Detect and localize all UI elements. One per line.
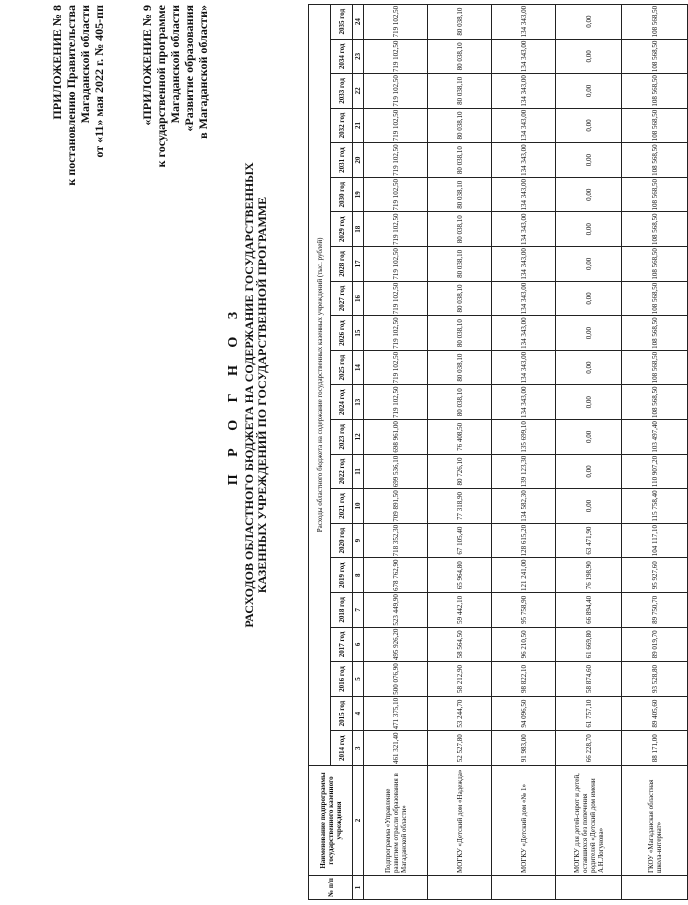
value-cell: 699 536,10 (364, 454, 428, 489)
value-cell: 134 343,00 (492, 39, 556, 74)
year-header: 2029 год (331, 212, 353, 247)
value-cell: 719 102,50 (364, 108, 428, 143)
year-header: 2018 год (331, 593, 353, 628)
value-cell: 91 983,00 (492, 731, 556, 766)
group-header: Расходы областного бюджета на содержание государственных казенных учреждений (тыс. рублей) (309, 4, 331, 765)
value-cell: 95 758,90 (492, 593, 556, 628)
value-cell: 0,00 (556, 212, 622, 247)
value-cell: 89 019,70 (622, 627, 688, 662)
value-cell: 76 198,90 (556, 558, 622, 593)
value-cell: 80 038,10 (428, 247, 492, 282)
value-cell: 110 907,20 (622, 454, 688, 489)
index-cell: 18 (353, 212, 364, 247)
value-cell: 108 568,50 (622, 4, 688, 39)
index-cell: 2 (353, 766, 364, 876)
value-cell: 134 343,00 (492, 177, 556, 212)
value-cell: 0,00 (556, 281, 622, 316)
index-cell: 15 (353, 316, 364, 351)
title-line-2: КАЗЕННЫХ УЧРЕЖДЕНИЙ ПО ГОСУДАРСТВЕННОЙ ПРОГРАММЕ (255, 196, 269, 594)
program-line: «ПРИЛОЖЕНИЕ № 9 (140, 5, 154, 126)
value-cell: 80 038,10 (428, 74, 492, 109)
index-cell: 4 (353, 696, 364, 731)
value-cell: 709 891,50 (364, 489, 428, 524)
index-cell: 16 (353, 281, 364, 316)
value-cell: 66 228,70 (556, 731, 622, 766)
value-cell: 80 038,10 (428, 143, 492, 178)
index-cell: 22 (353, 74, 364, 109)
table-row (364, 4, 428, 899)
value-cell: 80 038,10 (428, 385, 492, 420)
value-cell: 80 038,10 (428, 39, 492, 74)
value-cell: 0,00 (556, 74, 622, 109)
value-cell: 0,00 (556, 177, 622, 212)
value-cell: 67 105,40 (428, 523, 492, 558)
year-header: 2034 год (331, 39, 353, 74)
table-row (428, 4, 492, 899)
row-name-cell: ГКОУ «Магаданская областная школа-интернат» (622, 766, 688, 876)
year-header: 2017 год (331, 627, 353, 662)
value-cell: 134 582,30 (492, 489, 556, 524)
index-cell: 3 (353, 731, 364, 766)
value-cell: 66 894,40 (556, 593, 622, 628)
value-cell: 128 615,20 (492, 523, 556, 558)
table-row (622, 4, 688, 899)
value-cell: 719 102,50 (364, 247, 428, 282)
value-cell: 108 568,50 (622, 212, 688, 247)
value-cell: 108 568,50 (622, 316, 688, 351)
value-cell: 52 527,80 (428, 731, 492, 766)
index-cell: 14 (353, 350, 364, 385)
value-cell: 108 568,50 (622, 385, 688, 420)
value-cell: 719 102,50 (364, 4, 428, 39)
year-header: 2020 год (331, 523, 353, 558)
value-cell: 0,00 (556, 350, 622, 385)
program-reference-block (140, 5, 210, 395)
appendix-line: Магаданской области (78, 5, 92, 124)
years-row (331, 4, 353, 899)
value-cell: 523 449,90 (364, 593, 428, 628)
year-header: 2016 год (331, 662, 353, 697)
appendix-block (50, 5, 106, 395)
value-cell: 719 102,50 (364, 74, 428, 109)
row-number-cell (364, 876, 428, 900)
index-cell: 19 (353, 177, 364, 212)
value-cell: 95 927,60 (622, 558, 688, 593)
value-cell: 718 352,30 (364, 523, 428, 558)
value-cell: 719 102,50 (364, 385, 428, 420)
year-header: 2014 год (331, 731, 353, 766)
value-cell: 103 497,40 (622, 420, 688, 455)
value-cell: 719 102,50 (364, 177, 428, 212)
value-cell: 89 405,60 (622, 696, 688, 731)
value-cell: 471 375,10 (364, 696, 428, 731)
value-cell: 80 038,10 (428, 212, 492, 247)
value-cell: 0,00 (556, 489, 622, 524)
value-cell: 61 669,80 (556, 627, 622, 662)
year-header: 2023 год (331, 420, 353, 455)
value-cell: 77 318,90 (428, 489, 492, 524)
index-cell: 8 (353, 558, 364, 593)
value-cell: 0,00 (556, 39, 622, 74)
value-cell: 139 123,30 (492, 454, 556, 489)
year-header: 2031 год (331, 143, 353, 178)
value-cell: 108 568,50 (622, 39, 688, 74)
value-cell: 719 102,50 (364, 316, 428, 351)
value-cell: 104 117,10 (622, 523, 688, 558)
index-cell: 17 (353, 247, 364, 282)
value-cell: 63 471,90 (556, 523, 622, 558)
value-cell: 719 102,50 (364, 350, 428, 385)
row-number-cell (428, 876, 492, 900)
appendix-line: ПРИЛОЖЕНИЕ № 8 (50, 5, 64, 120)
year-header: 2019 год (331, 558, 353, 593)
value-cell: 719 102,50 (364, 143, 428, 178)
value-cell: 108 568,50 (622, 143, 688, 178)
value-cell: 108 568,50 (622, 281, 688, 316)
value-cell: 134 343,00 (492, 316, 556, 351)
index-cell: 23 (353, 39, 364, 74)
value-cell: 80 038,10 (428, 350, 492, 385)
row-name-cell: МОГКУ «Детский дом «Надежда» (428, 766, 492, 876)
year-header: 2035 год (331, 4, 353, 39)
value-cell: 80 038,10 (428, 4, 492, 39)
value-cell: 76 408,50 (428, 420, 492, 455)
year-header: 2032 год (331, 108, 353, 143)
value-cell: 93 528,80 (622, 662, 688, 697)
value-cell: 80 038,10 (428, 108, 492, 143)
value-cell: 495 926,20 (364, 627, 428, 662)
value-cell: 88 171,00 (622, 731, 688, 766)
index-cell: 1 (353, 876, 364, 900)
value-cell: 108 568,50 (622, 177, 688, 212)
index-cell: 6 (353, 627, 364, 662)
value-cell: 0,00 (556, 385, 622, 420)
value-cell: 134 343,00 (492, 212, 556, 247)
index-cell: 21 (353, 108, 364, 143)
value-cell: 461 321,40 (364, 731, 428, 766)
table-row (492, 4, 556, 899)
value-cell: 53 244,70 (428, 696, 492, 731)
value-cell: 698 961,00 (364, 420, 428, 455)
program-line: «Развитие образования (182, 5, 196, 132)
value-cell: 0,00 (556, 4, 622, 39)
index-cell: 5 (353, 662, 364, 697)
value-cell: 65 964,80 (428, 558, 492, 593)
value-cell: 134 343,00 (492, 281, 556, 316)
value-cell: 134 343,00 (492, 247, 556, 282)
value-cell: 719 102,50 (364, 281, 428, 316)
title-line-1: РАСХОДОВ ОБЛАСТНОГО БЮДЖЕТА НА СОДЕРЖАНИЕ ГОСУДАРСТВЕННЫХ (242, 162, 256, 628)
column-number-header: № п/п (309, 876, 353, 900)
value-cell: 59 442,10 (428, 593, 492, 628)
value-cell: 61 757,10 (556, 696, 622, 731)
value-cell: 135 699,10 (492, 420, 556, 455)
value-cell: 94 096,50 (492, 696, 556, 731)
year-header: 2021 год (331, 489, 353, 524)
value-cell: 121 241,00 (492, 558, 556, 593)
value-cell: 0,00 (556, 454, 622, 489)
row-name-cell: Подпрограмма «Управление развитием отрасли образования в Магаданской области» (364, 766, 428, 876)
value-cell: 134 343,00 (492, 143, 556, 178)
value-cell: 134 343,00 (492, 385, 556, 420)
year-header: 2015 год (331, 696, 353, 731)
column-name-header: Наименование подпрограммы государственного казенного учреждения (309, 766, 353, 876)
value-cell: 719 102,50 (364, 39, 428, 74)
value-cell: 0,00 (556, 108, 622, 143)
value-cell: 0,00 (556, 143, 622, 178)
year-header: 2028 год (331, 247, 353, 282)
appendix-line: от «11» мая 2022 г. № 405-пп (92, 5, 106, 158)
index-cell: 13 (353, 385, 364, 420)
program-line: к государственной программе (154, 5, 168, 168)
index-cell: 24 (353, 4, 364, 39)
row-name-cell: МОГКУ для детей-сирот и детей, оставшихся без попечения родителей «Детский дом имени А.Н.Логунова» (556, 766, 622, 876)
value-cell: 500 076,90 (364, 662, 428, 697)
program-line: Магаданской области (168, 5, 182, 124)
value-cell: 108 568,50 (622, 350, 688, 385)
year-header: 2030 год (331, 177, 353, 212)
value-cell: 58 874,60 (556, 662, 622, 697)
program-line: в Магаданской области» (196, 5, 210, 139)
value-cell: 80 038,10 (428, 316, 492, 351)
index-cell: 20 (353, 143, 364, 178)
value-cell: 134 343,00 (492, 108, 556, 143)
value-cell: 96 210,50 (492, 627, 556, 662)
row-number-cell (556, 876, 622, 900)
value-cell: 108 568,50 (622, 247, 688, 282)
value-cell: 115 758,40 (622, 489, 688, 524)
index-cell: 12 (353, 420, 364, 455)
table-row (556, 4, 622, 899)
row-number-cell (492, 876, 556, 900)
value-cell: 58 564,50 (428, 627, 492, 662)
header-row (309, 4, 331, 899)
document-title (225, 0, 269, 805)
value-cell: 134 343,00 (492, 350, 556, 385)
title-heading: П Р О Г Н О З (226, 304, 241, 486)
value-cell: 58 212,90 (428, 662, 492, 697)
value-cell: 0,00 (556, 247, 622, 282)
value-cell: 0,00 (556, 316, 622, 351)
year-header: 2026 год (331, 316, 353, 351)
year-header: 2027 год (331, 281, 353, 316)
year-header: 2025 год (331, 350, 353, 385)
index-cell: 10 (353, 489, 364, 524)
value-cell: 719 102,50 (364, 212, 428, 247)
value-cell: 108 568,50 (622, 108, 688, 143)
forecast-table (308, 4, 688, 900)
index-row (353, 4, 364, 899)
row-number-cell (622, 876, 688, 900)
value-cell: 0,00 (556, 420, 622, 455)
index-cell: 11 (353, 454, 364, 489)
appendix-line: к постановлению Правительства (64, 5, 78, 186)
index-cell: 7 (353, 593, 364, 628)
index-cell: 9 (353, 523, 364, 558)
value-cell: 134 343,00 (492, 74, 556, 109)
value-cell: 80 038,10 (428, 177, 492, 212)
value-cell: 80 726,10 (428, 454, 492, 489)
year-header: 2024 год (331, 385, 353, 420)
value-cell: 678 762,90 (364, 558, 428, 593)
row-name-cell: МОГКУ «Детский дом «№ 1» (492, 766, 556, 876)
value-cell: 134 343,00 (492, 4, 556, 39)
year-header: 2033 год (331, 74, 353, 109)
value-cell: 80 038,10 (428, 281, 492, 316)
value-cell: 108 568,50 (622, 74, 688, 109)
value-cell: 89 750,70 (622, 593, 688, 628)
value-cell: 98 822,10 (492, 662, 556, 697)
year-header: 2022 год (331, 454, 353, 489)
